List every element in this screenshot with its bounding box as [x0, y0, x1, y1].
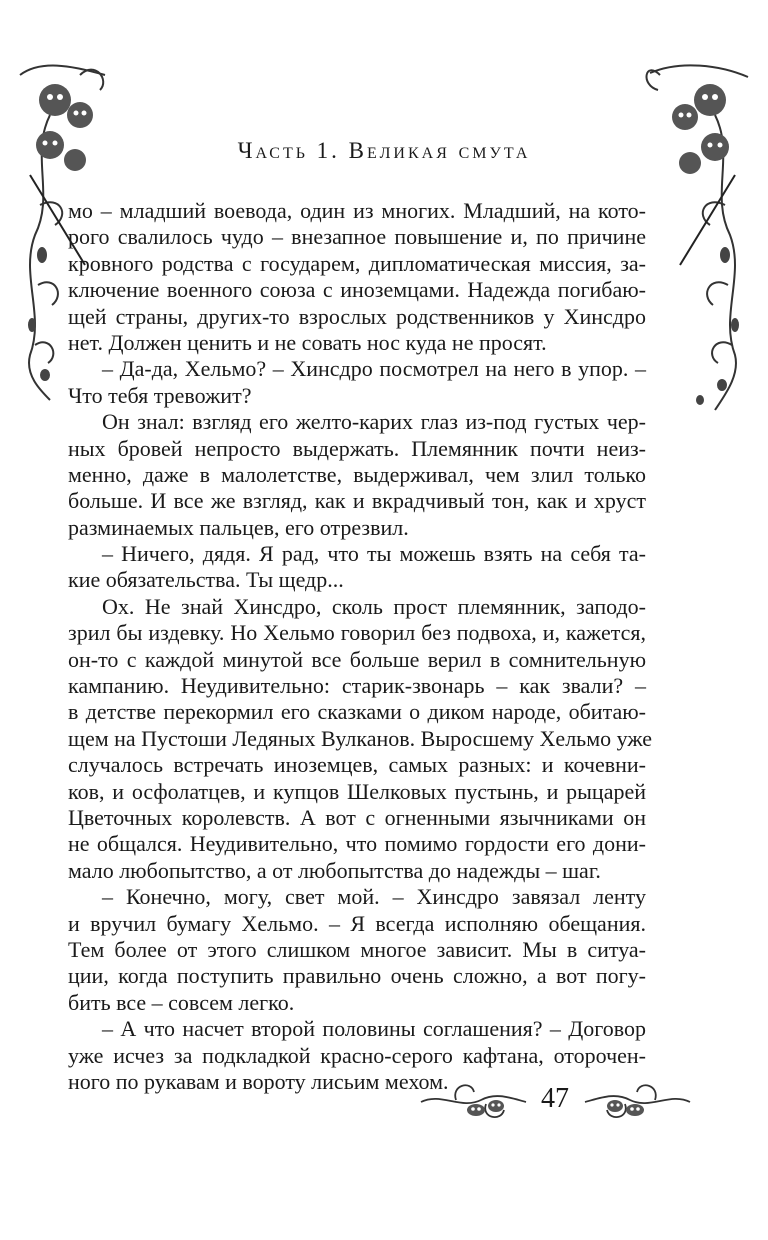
text-line: ных бровей непросто выдержать. Племянник почти неиз-	[68, 435, 646, 461]
text-line: щем на Пустоши Ледяных Вулканов. Выросшему Хельмо уже	[68, 725, 653, 751]
running-header: Часть 1. Великая смута	[237, 138, 531, 163]
text-line: Тем более от этого слишком многое зависит. Мы в ситуа-	[68, 936, 646, 962]
footer-ornament-right	[580, 1080, 695, 1130]
text-line: – Ничего, дядя. Я рад, что ты можешь взять на себя та-	[102, 541, 646, 567]
page-number: 47	[541, 1083, 569, 1114]
text-line: разминаемых пальцев, его отрезвил.	[68, 514, 409, 540]
text-line: Цветочных королевств. А вот с огненными язычниками он	[68, 804, 646, 830]
text-line: мо – младший воевода, один из многих. Младший, на кото-	[68, 198, 646, 223]
text-line: ключение военного союза с иноземцами. Надежда погибаю-	[68, 277, 646, 303]
text-line: уже исчез за подкладкой красно-серого кафтана, оторочен-	[68, 1042, 646, 1068]
body-text	[68, 198, 653, 1095]
text-line: мало любопытство, а от любопытства до надежды – шаг.	[68, 857, 601, 883]
text-line: Что тебя тревожит?	[68, 382, 252, 408]
text-line: – Да-да, Хельмо? – Хинсдро посмотрел на него в упор. –	[102, 356, 646, 382]
text-line: щей страны, других-то взрослых родственников у Хинсдро	[68, 303, 646, 329]
text-line: нет. Должен ценить и не совать нос куда не просят.	[68, 329, 547, 355]
text-line: кровного родства с государем, дипломатическая миссия, за-	[68, 250, 646, 276]
text-line: – А что насчет второй половины соглашения? – Договор	[102, 1016, 646, 1042]
corner-ornament-top-right	[640, 55, 755, 415]
text-line: менно, даже в малолетстве, выдерживал, чем злил только	[68, 461, 646, 487]
text-line: кампанию. Неудивительно: старик-звонарь – как звали? –	[68, 673, 646, 699]
text-line: Он знал: взгляд его желто-карих глаз из-под густых чер-	[102, 409, 646, 435]
text-line: не общался. Неудивительно, что помимо гордости его дони-	[68, 831, 646, 857]
text-line: зрил бы издевку. Но Хельмо говорил без подвоха, и, кажется,	[68, 620, 646, 646]
text-line: ного по рукавам и вороту лисьим мехом.	[68, 1068, 449, 1094]
footer-ornament-left	[416, 1080, 531, 1130]
text-line: ков, и осфолатцев, и купцов Шелковых пустынь, и рыцарей	[68, 778, 646, 804]
text-line: случалось встречать иноземцев, самых разных: и кочевни-	[68, 752, 646, 778]
text-line: больше. И все же взгляд, как и вкрадчивый тон, как и хруст	[68, 488, 646, 514]
text-line: и вручил бумагу Хельмо. – Я всегда исполняю обещания.	[68, 910, 646, 936]
text-line: – Конечно, могу, свет мой. – Хинсдро завязал ленту	[102, 884, 646, 910]
text-line: рого свалилось чудо – внезапное повышение и, по причине	[68, 224, 646, 250]
text-line: в детстве перекормил его сказками о диком народе, обитаю-	[68, 699, 646, 725]
text-line: он-то с каждой минутой все больше верил в сомнительную	[68, 646, 646, 672]
text-line: ции, когда поступить правильно очень сложно, а вот погу-	[68, 963, 646, 989]
text-line: Ох. Не знай Хинсдро, сколь прост племянник, заподо-	[102, 593, 646, 619]
text-line: бить все – совсем легко.	[68, 989, 295, 1015]
text-line: кие обязательства. Ты щедр...	[68, 567, 344, 593]
